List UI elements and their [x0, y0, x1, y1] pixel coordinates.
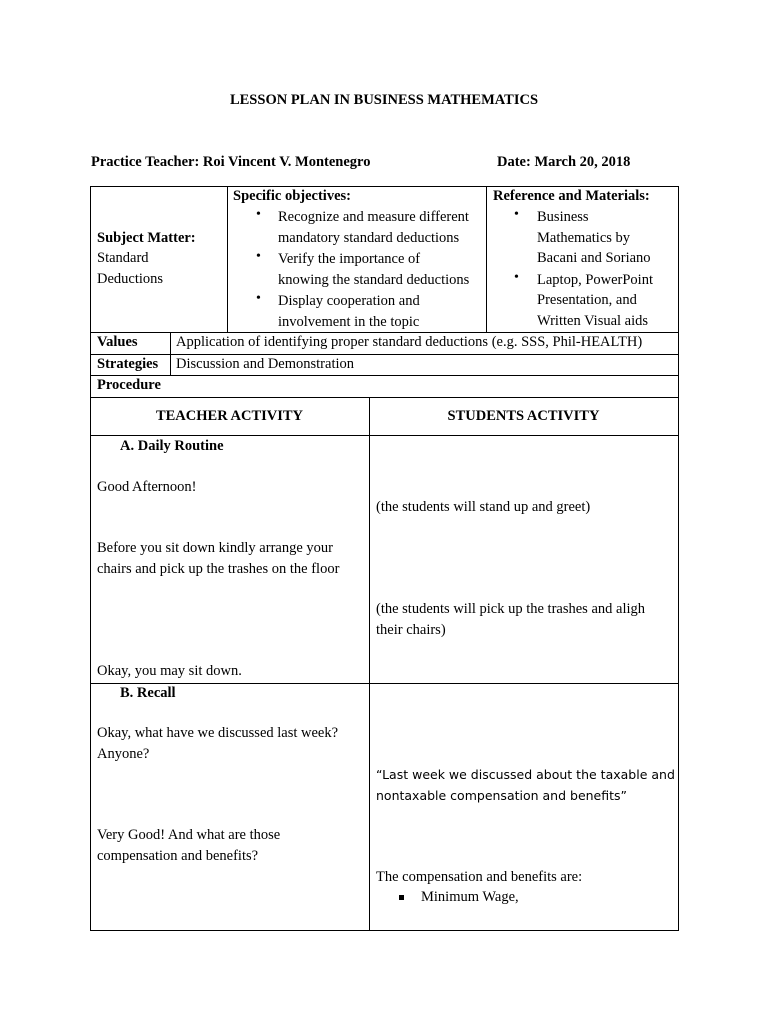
students-activity-header: STUDENTS ACTIVITY [447, 408, 600, 424]
teacher-line: Anyone? [97, 746, 150, 762]
teacher-line: Okay, you may sit down. [97, 663, 242, 679]
page-title: LESSON PLAN IN BUSINESS MATHEMATICS [229, 92, 539, 108]
teacher-line: Very Good! And what are those [97, 827, 281, 843]
teacher-activity-header: TEACHER ACTIVITY [155, 408, 304, 424]
bullet-icon: • [256, 207, 261, 222]
square-bullet-icon [399, 895, 404, 900]
bullet-icon: • [256, 249, 261, 264]
strategies-text: Discussion and Demonstration [176, 356, 355, 372]
lesson-date: Date: March 20, 2018 [497, 154, 631, 170]
objective-item: knowing the standard deductions [278, 272, 470, 288]
subject-matter-label: Subject Matter: [97, 230, 196, 246]
objective-item: Verify the importance of [278, 251, 421, 267]
objective-item: involvement in the topic [278, 314, 420, 330]
reference-item: Business [537, 209, 589, 225]
reference-item: Presentation, and [537, 292, 637, 308]
student-line: (the students will pick up the trashes and aligh [376, 601, 646, 617]
student-list-item: Minimum Wage, [421, 889, 519, 905]
practice-teacher: Practice Teacher: Roi Vincent V. Montenegro [91, 154, 371, 170]
objectives-label: Specific objectives: [233, 188, 351, 204]
reference-item: Mathematics by [537, 230, 631, 246]
reference-item: Written Visual aids [537, 313, 649, 329]
student-line: nontaxable compensation and benefits” [376, 788, 628, 803]
values-label: Values [97, 334, 138, 350]
references-label: Reference and Materials: [493, 188, 650, 204]
values-text: Application of identifying proper standard deductions (e.g. SSS, Phil-HEALTH) [176, 334, 643, 350]
daily-routine-heading: A. Daily Routine [120, 438, 224, 454]
objective-item: Display cooperation and [278, 293, 420, 309]
objective-item: Recognize and measure different [278, 209, 469, 225]
student-line: (the students will stand up and greet) [376, 499, 591, 515]
bullet-icon: • [514, 270, 519, 285]
teacher-line: Before you sit down kindly arrange your [97, 540, 333, 556]
bullet-icon: • [256, 291, 261, 306]
reference-item: Bacani and Soriano [537, 250, 651, 266]
teacher-line: Good Afternoon! [97, 479, 197, 495]
procedure-label: Procedure [97, 377, 161, 393]
strategies-label: Strategies [97, 356, 159, 372]
bullet-icon: • [514, 207, 519, 222]
teacher-line: Okay, what have we discussed last week? [97, 725, 339, 741]
subject-matter-line: Deductions [97, 271, 164, 287]
recall-heading: B. Recall [120, 685, 176, 701]
reference-item: Laptop, PowerPoint [537, 272, 653, 288]
student-line: The compensation and benefits are: [376, 869, 583, 885]
teacher-line: compensation and benefits? [97, 848, 259, 864]
objective-item: mandatory standard deductions [278, 230, 460, 246]
student-line: their chairs) [376, 622, 446, 638]
student-line: “Last week we discussed about the taxable and [376, 767, 675, 782]
teacher-line: chairs and pick up the trashes on the floor [97, 561, 340, 577]
subject-matter-line: Standard [97, 250, 149, 266]
